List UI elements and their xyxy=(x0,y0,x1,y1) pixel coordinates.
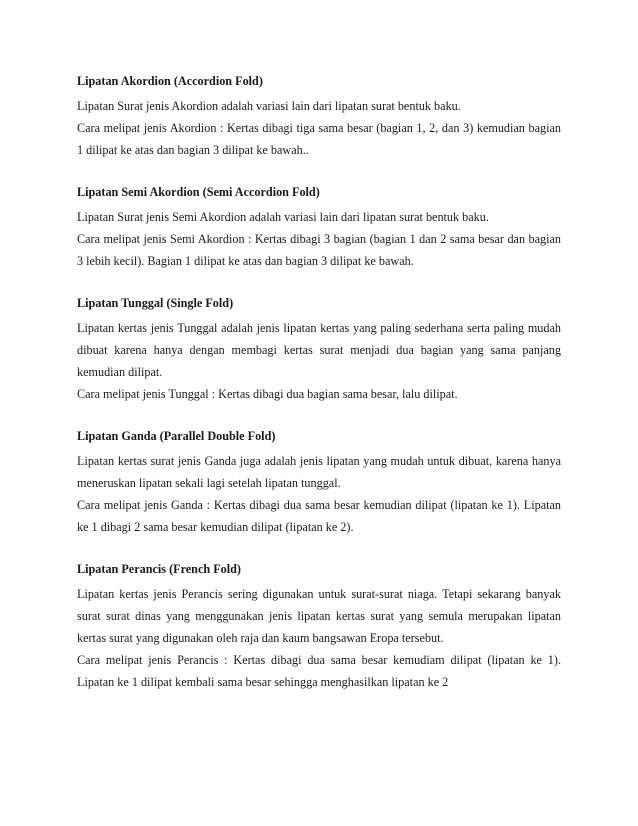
section-paragraph: Lipatan Surat jenis Semi Akordion adalah variasi lain dari lipatan surat bentuk baku. xyxy=(77,210,489,224)
section-semi-accordion-fold xyxy=(77,183,561,272)
section-paragraph: Cara melipat jenis Tunggal : Kertas dibagi dua bagian sama besar, lalu dilipat. xyxy=(77,387,458,401)
section-french-fold xyxy=(77,560,561,693)
section-paragraph: Lipatan kertas jenis Tunggal adalah jenis lipatan kertas yang paling sederhana serta paling mudah dibuat karena hanya dengan membagi kertas surat menjadi dua bagian yang sama panjang kemudian dilipat. xyxy=(77,321,561,379)
document-body xyxy=(77,72,561,715)
section-accordion-fold xyxy=(77,72,561,161)
section-paragraph: Lipatan kertas jenis Perancis sering digunakan untuk surat-surat niaga. Tetapi sekarang banyak surat surat dinas yang menggunakan jenis lipatan kertas surat yang semula merupakan lipatan kertas surat yang digunakan oleh raja dan kaum bangsawan Eropa tersebut. xyxy=(77,587,561,645)
section-paragraph: Cara melipat jenis Semi Akordion : Kertas dibagi 3 bagian (bagian 1 dan 2 sama besar dan bagian 3 lebih kecil). Bagian 1 dilipat ke atas dan bagian 3 dilipat ke bawah. xyxy=(77,232,561,268)
section-paragraph: Lipatan Surat jenis Akordion adalah variasi lain dari lipatan surat bentuk baku. xyxy=(77,99,461,113)
section-heading: Lipatan Tunggal (Single Fold) xyxy=(77,296,234,310)
section-heading: Lipatan Ganda (Parallel Double Fold) xyxy=(77,429,276,443)
section-paragraph: Lipatan kertas surat jenis Ganda juga adalah jenis lipatan yang mudah untuk dibuat, karena hanya meneruskan lipatan sekali lagi setelah lipatan tunggal. xyxy=(77,454,561,490)
section-heading: Lipatan Semi Akordion (Semi Accordion Fold) xyxy=(77,185,320,199)
section-parallel-double-fold xyxy=(77,427,561,538)
section-single-fold xyxy=(77,294,561,405)
section-heading: Lipatan Perancis (French Fold) xyxy=(77,562,241,576)
section-paragraph: Cara melipat jenis Akordion : Kertas dibagi tiga sama besar (bagian 1, 2, dan 3) kemudian bagian 1 dilipat ke atas dan bagian 3 dilipat ke bawah.. xyxy=(77,121,561,157)
section-heading: Lipatan Akordion (Accordion Fold) xyxy=(77,74,263,88)
section-paragraph: Cara melipat jenis Ganda : Kertas dibagi dua sama besar kemudian dilipat (lipatan ke 1). Lipatan ke 1 dibagi 2 sama besar kemudian dilipat (lipatan ke 2). xyxy=(77,498,561,534)
section-paragraph: Cara melipat jenis Perancis : Kertas dibagi dua sama besar kemudiam dilipat (lipatan ke 1). Lipatan ke 1 dilipat kembali sama besar sehingga menghasilkan lipatan ke 2 xyxy=(77,653,561,689)
